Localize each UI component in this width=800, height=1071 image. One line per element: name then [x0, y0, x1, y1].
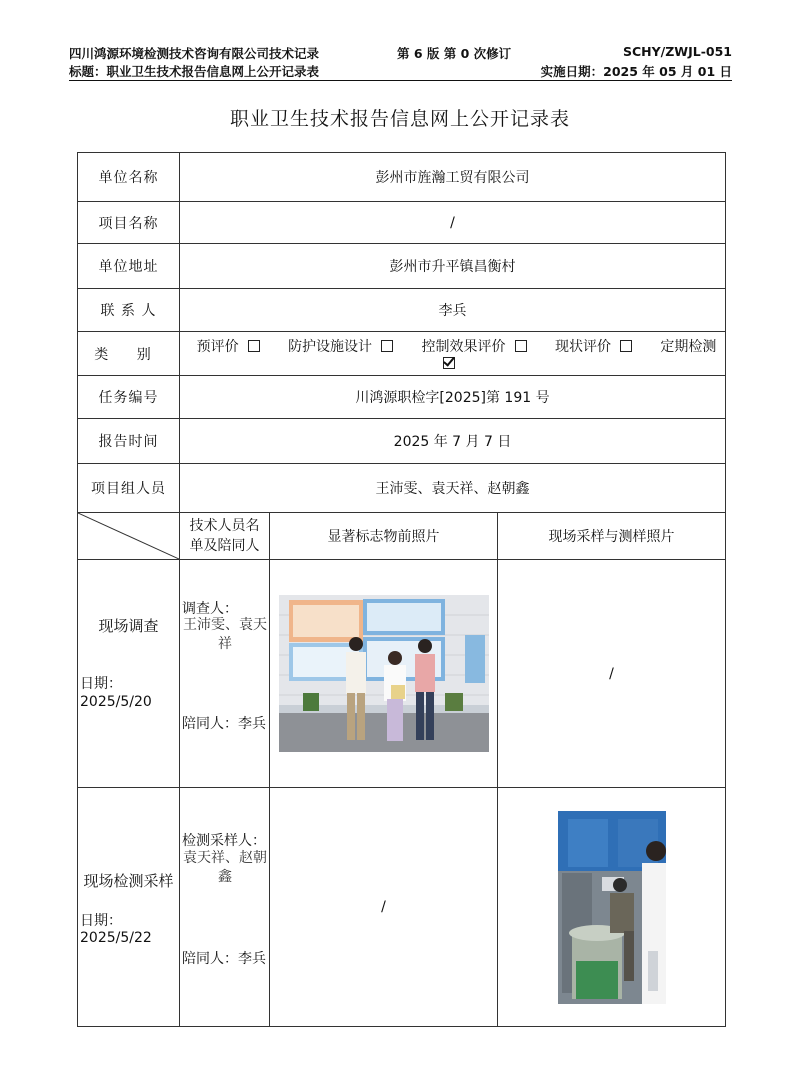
row-task-no	[78, 376, 726, 419]
row-site-survey	[78, 560, 726, 788]
row-team	[78, 464, 726, 513]
sampling-label-cell	[78, 788, 180, 1027]
sampling-landmark-photo-cell: /	[270, 788, 498, 1027]
checkbox-icon	[381, 340, 393, 352]
task-no-value: 川鸿源职检字[2025]第 191 号	[180, 376, 726, 419]
version-info: 第 6 版 第 0 次修订	[397, 46, 512, 61]
row-report-time	[78, 419, 726, 464]
diagonal-line	[78, 513, 179, 559]
investigator-names: 王沛雯、袁天祥	[183, 617, 267, 652]
row-contact	[78, 289, 726, 332]
diagonal-header-cell	[78, 513, 180, 560]
survey-sampling-photo-cell: /	[498, 560, 726, 788]
unit-name-label: 单位名称	[78, 153, 180, 202]
team-label: 项目组人员	[78, 464, 180, 513]
survey-companion: 陪同人：李兵	[182, 716, 266, 732]
project-name-value: /	[180, 202, 726, 244]
page-title: 职业卫生技术报告信息网上公开记录表	[229, 108, 570, 130]
sampling-companion: 陪同人：李兵	[182, 951, 266, 967]
unit-address-value: 彭州市升平镇昌衡村	[180, 244, 726, 289]
sampling-staff-cell	[180, 788, 270, 1027]
sampling-photo-cell	[498, 788, 726, 1027]
contact-value: 李兵	[180, 289, 726, 332]
category-option: 定期检测	[442, 339, 724, 372]
contact-label: 联 系 人	[78, 289, 180, 332]
sampling-photo-column-header: 现场采样与测样照片	[498, 513, 726, 560]
row-column-headers	[78, 513, 726, 560]
checkbox-icon	[515, 340, 527, 352]
landmark-photo-column-header: 显著标志物前照片	[270, 513, 498, 560]
effective-date: 实施日期：2025 年 05 月 01 日	[540, 64, 732, 79]
task-no-label: 任务编号	[78, 376, 180, 419]
staff-column-header: 技术人员名单及陪同人	[180, 513, 270, 560]
survey-label-cell	[78, 560, 180, 788]
checkbox-icon	[620, 340, 632, 352]
row-unit-address	[78, 244, 726, 289]
team-value: 王沛雯、袁天祥、赵朝鑫	[180, 464, 726, 513]
category-option: 防护设施设计	[280, 339, 393, 355]
survey-date: 2025/5/20	[80, 694, 152, 710]
sampler-label: 检测采样人：	[182, 833, 266, 849]
category-option: 预评价	[189, 339, 260, 355]
checkbox-icon	[248, 340, 260, 352]
landmark-photo	[279, 595, 489, 752]
category-options	[180, 332, 726, 376]
category-label: 类 别	[78, 332, 180, 376]
sampling-label: 现场检测采样	[83, 872, 174, 890]
row-unit-name	[78, 153, 726, 202]
sampling-date-label: 日期：	[80, 913, 122, 929]
sampler-names: 袁天祥、赵朝鑫	[183, 850, 267, 885]
unit-address-label: 单位地址	[78, 244, 180, 289]
category-option: 控制效果评价	[414, 339, 527, 355]
header-divider	[69, 80, 732, 81]
survey-date-label: 日期：	[80, 676, 122, 692]
row-project-name	[78, 202, 726, 244]
project-name-label: 项目名称	[78, 202, 180, 244]
row-site-sampling	[78, 788, 726, 1027]
investigator-label: 调查人：	[182, 601, 238, 617]
header-title: 标题：职业卫生技术报告信息网上公开记录表	[69, 64, 320, 79]
survey-staff-cell	[180, 560, 270, 788]
unit-name-value: 彭州市旌瀚工贸有限公司	[180, 153, 726, 202]
sampling-date: 2025/5/22	[80, 930, 152, 946]
report-time-value: 2025 年 7 月 7 日	[180, 419, 726, 464]
doc-code: SCHY/ZWJL-051	[622, 44, 732, 59]
survey-label: 现场调查	[98, 617, 159, 635]
sampling-photo	[558, 811, 666, 1004]
company-record-name: 四川鸿源环境检测技术咨询有限公司技术记录	[69, 46, 320, 61]
checked-checkbox-icon	[443, 357, 455, 369]
report-time-label: 报告时间	[78, 419, 180, 464]
category-option: 现状评价	[547, 339, 632, 355]
record-table	[77, 152, 726, 1027]
row-category	[78, 332, 726, 376]
survey-landmark-photo-cell	[270, 560, 498, 788]
